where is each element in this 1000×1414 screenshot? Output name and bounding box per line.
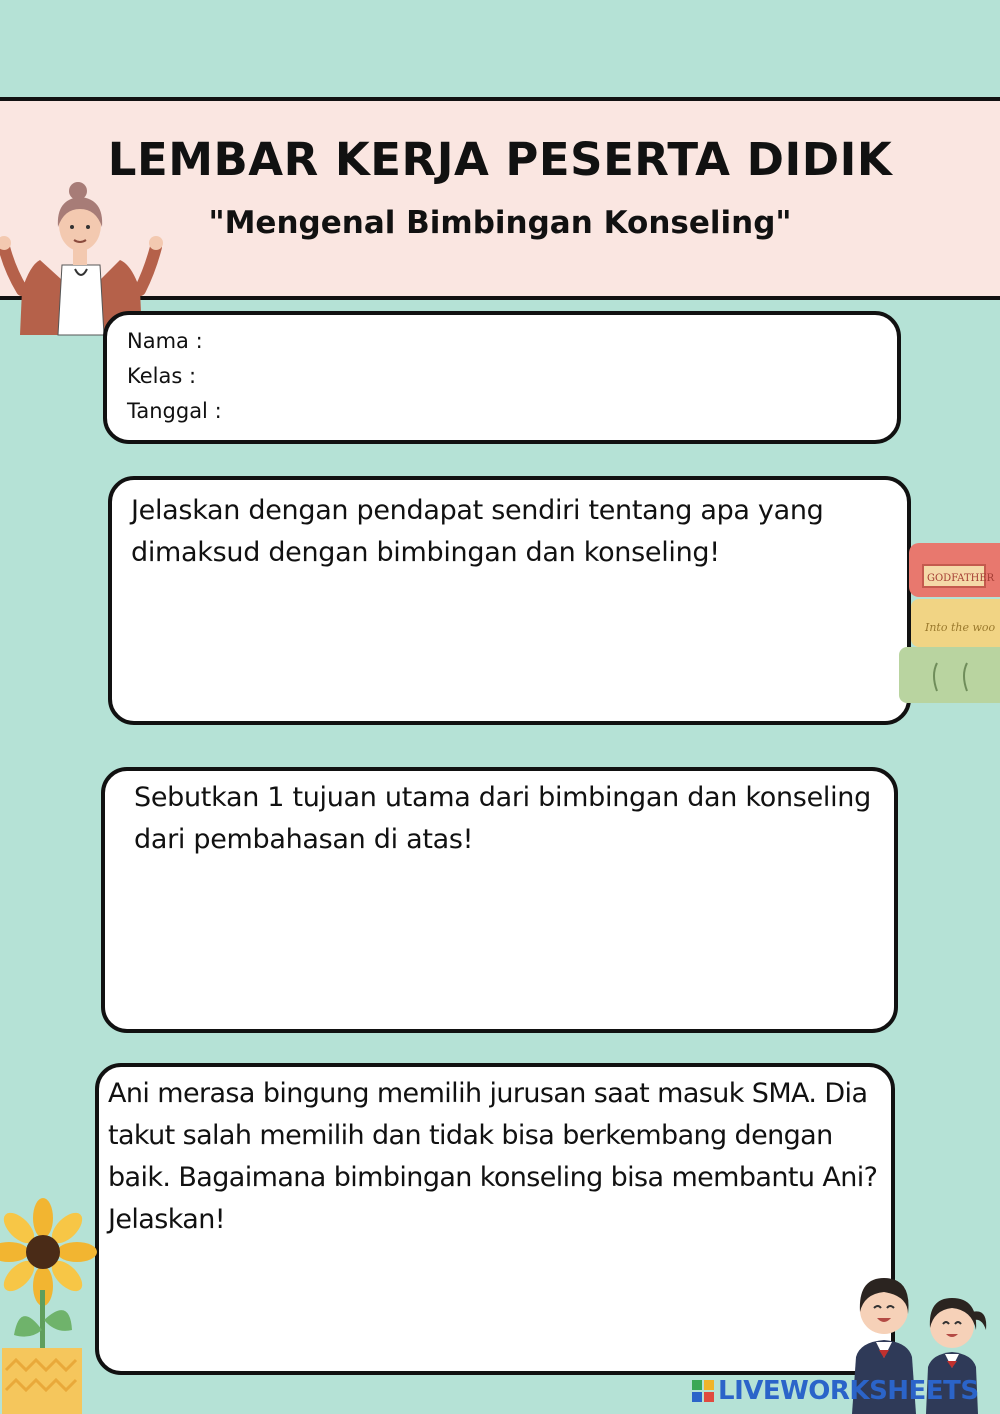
page-subtitle: "Mengenal Bimbingan Konseling": [208, 205, 792, 241]
class-label: Kelas :: [127, 364, 197, 388]
books-illustration: [897, 535, 1000, 705]
page-title: LEMBAR KERJA PESERTA DIDIK: [107, 133, 893, 186]
question-text-2: Sebutkan 1 tujuan utama dari bimbingan dan konseling dari pembahasan di atas!: [134, 782, 871, 855]
sunflower-illustration: [0, 1200, 95, 1414]
question-text-3: Ani merasa bingung memilih jurusan saat masuk SMA. Dia takut salah memilih dan tidak bisa berkembang dengan baik. Bagaimana bimbingan konseling bisa membantu Ani? Jelaskan!: [108, 1078, 878, 1235]
name-label: Nama :: [127, 329, 203, 353]
date-label: Tanggal :: [127, 399, 222, 423]
liveworksheets-logo-icon: [692, 1380, 714, 1402]
identity-box: [103, 311, 901, 444]
book-spine-middle: Into the woo: [925, 621, 996, 634]
question-box-3[interactable]: [95, 1063, 895, 1375]
book-spine-top: GODFATHER: [927, 573, 995, 584]
question-box-1[interactable]: [108, 476, 911, 725]
question-box-2[interactable]: [101, 767, 898, 1033]
watermark-text: LIVEWORKSHEETS: [718, 1376, 979, 1406]
liveworksheets-watermark: [692, 1376, 979, 1406]
question-text-1: Jelaskan dengan pendapat sendiri tentang apa yang dimaksud dengan bimbingan dan konseling!: [131, 495, 824, 568]
